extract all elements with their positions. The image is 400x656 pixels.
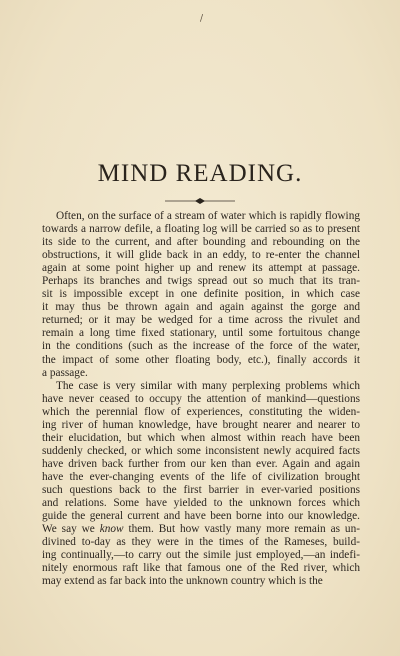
text-line: their elucidation, but which when almost within reach have been	[42, 431, 360, 444]
text-line: ing river of human knowledge, have brought nearer and nearer to	[42, 418, 360, 431]
text-line: suddenly checked, or which some inconsistent newly acquired facts	[42, 444, 360, 457]
text-line: have never ceased to occupy the attention of mankind—questions	[42, 392, 360, 405]
text-line: divined to-day as they were in the times of the Rameses, build-	[42, 536, 360, 549]
text-line: in the conditions (such as the increase of the force of the water,	[42, 340, 360, 353]
page-title: MIND READING.	[97, 160, 303, 187]
text-line: the impact of some other floating body, etc.), finally accords it	[42, 353, 360, 366]
text-line: Perhaps its branches and twigs spread out so much that its tran-	[42, 275, 360, 288]
text-line: sit is impossible except in one definite position, in which case	[42, 288, 360, 301]
text-line: nitely enormous raft like that famous one of the Red river, which	[42, 562, 360, 575]
ornament-divider	[165, 197, 235, 205]
text-line: towards a narrow defile, a floating log will be carried so as to present	[42, 223, 360, 236]
text-line: remain a long time fixed stationary, until some fortuitous change	[42, 327, 360, 340]
text-line: and relations. Some have yielded to the unknown forces which	[42, 497, 360, 510]
text-line: returned; or it may be wedged for a time across the rivulet and	[42, 314, 360, 327]
text-line: The case is very similar with many perplexing problems which	[56, 379, 360, 392]
text-line: Often, on the surface of a stream of water which is rapidly flowing	[56, 210, 360, 222]
text-line: which the perennial flow of experiences, constituting the widen-	[42, 405, 360, 418]
text-line: a passage.	[42, 366, 88, 379]
text-line: its side to the current, and after bounding and rebounding on the	[42, 236, 360, 249]
text-line: We say we know them. But how vastly many more remain as un-	[42, 523, 360, 536]
text-line: have the ever-changing events of the life of civilization brought	[42, 470, 360, 483]
text-line: ing continually,—to carry out the simile just employed,—an indefi-	[42, 549, 360, 562]
text-line: again at some point higher up and renew its attempt at passage.	[42, 262, 360, 275]
body-text	[42, 210, 360, 588]
text-line: such questions back to the first barrier in ever-varied positions	[42, 483, 360, 496]
text-line: may extend as far back into the unknown country which is the	[42, 575, 323, 588]
text-line: guide the general current and have been borne into our knowledge.	[42, 510, 360, 523]
text-line: it may thus be thrown again and again against the gorge and	[42, 301, 360, 314]
stray-mark: /	[200, 14, 204, 24]
text-line: obstructions, it will glide back in an eddy, to re-enter the channel	[42, 249, 360, 262]
text-line: have driven back further from our ken than ever. Again and again	[42, 457, 360, 470]
